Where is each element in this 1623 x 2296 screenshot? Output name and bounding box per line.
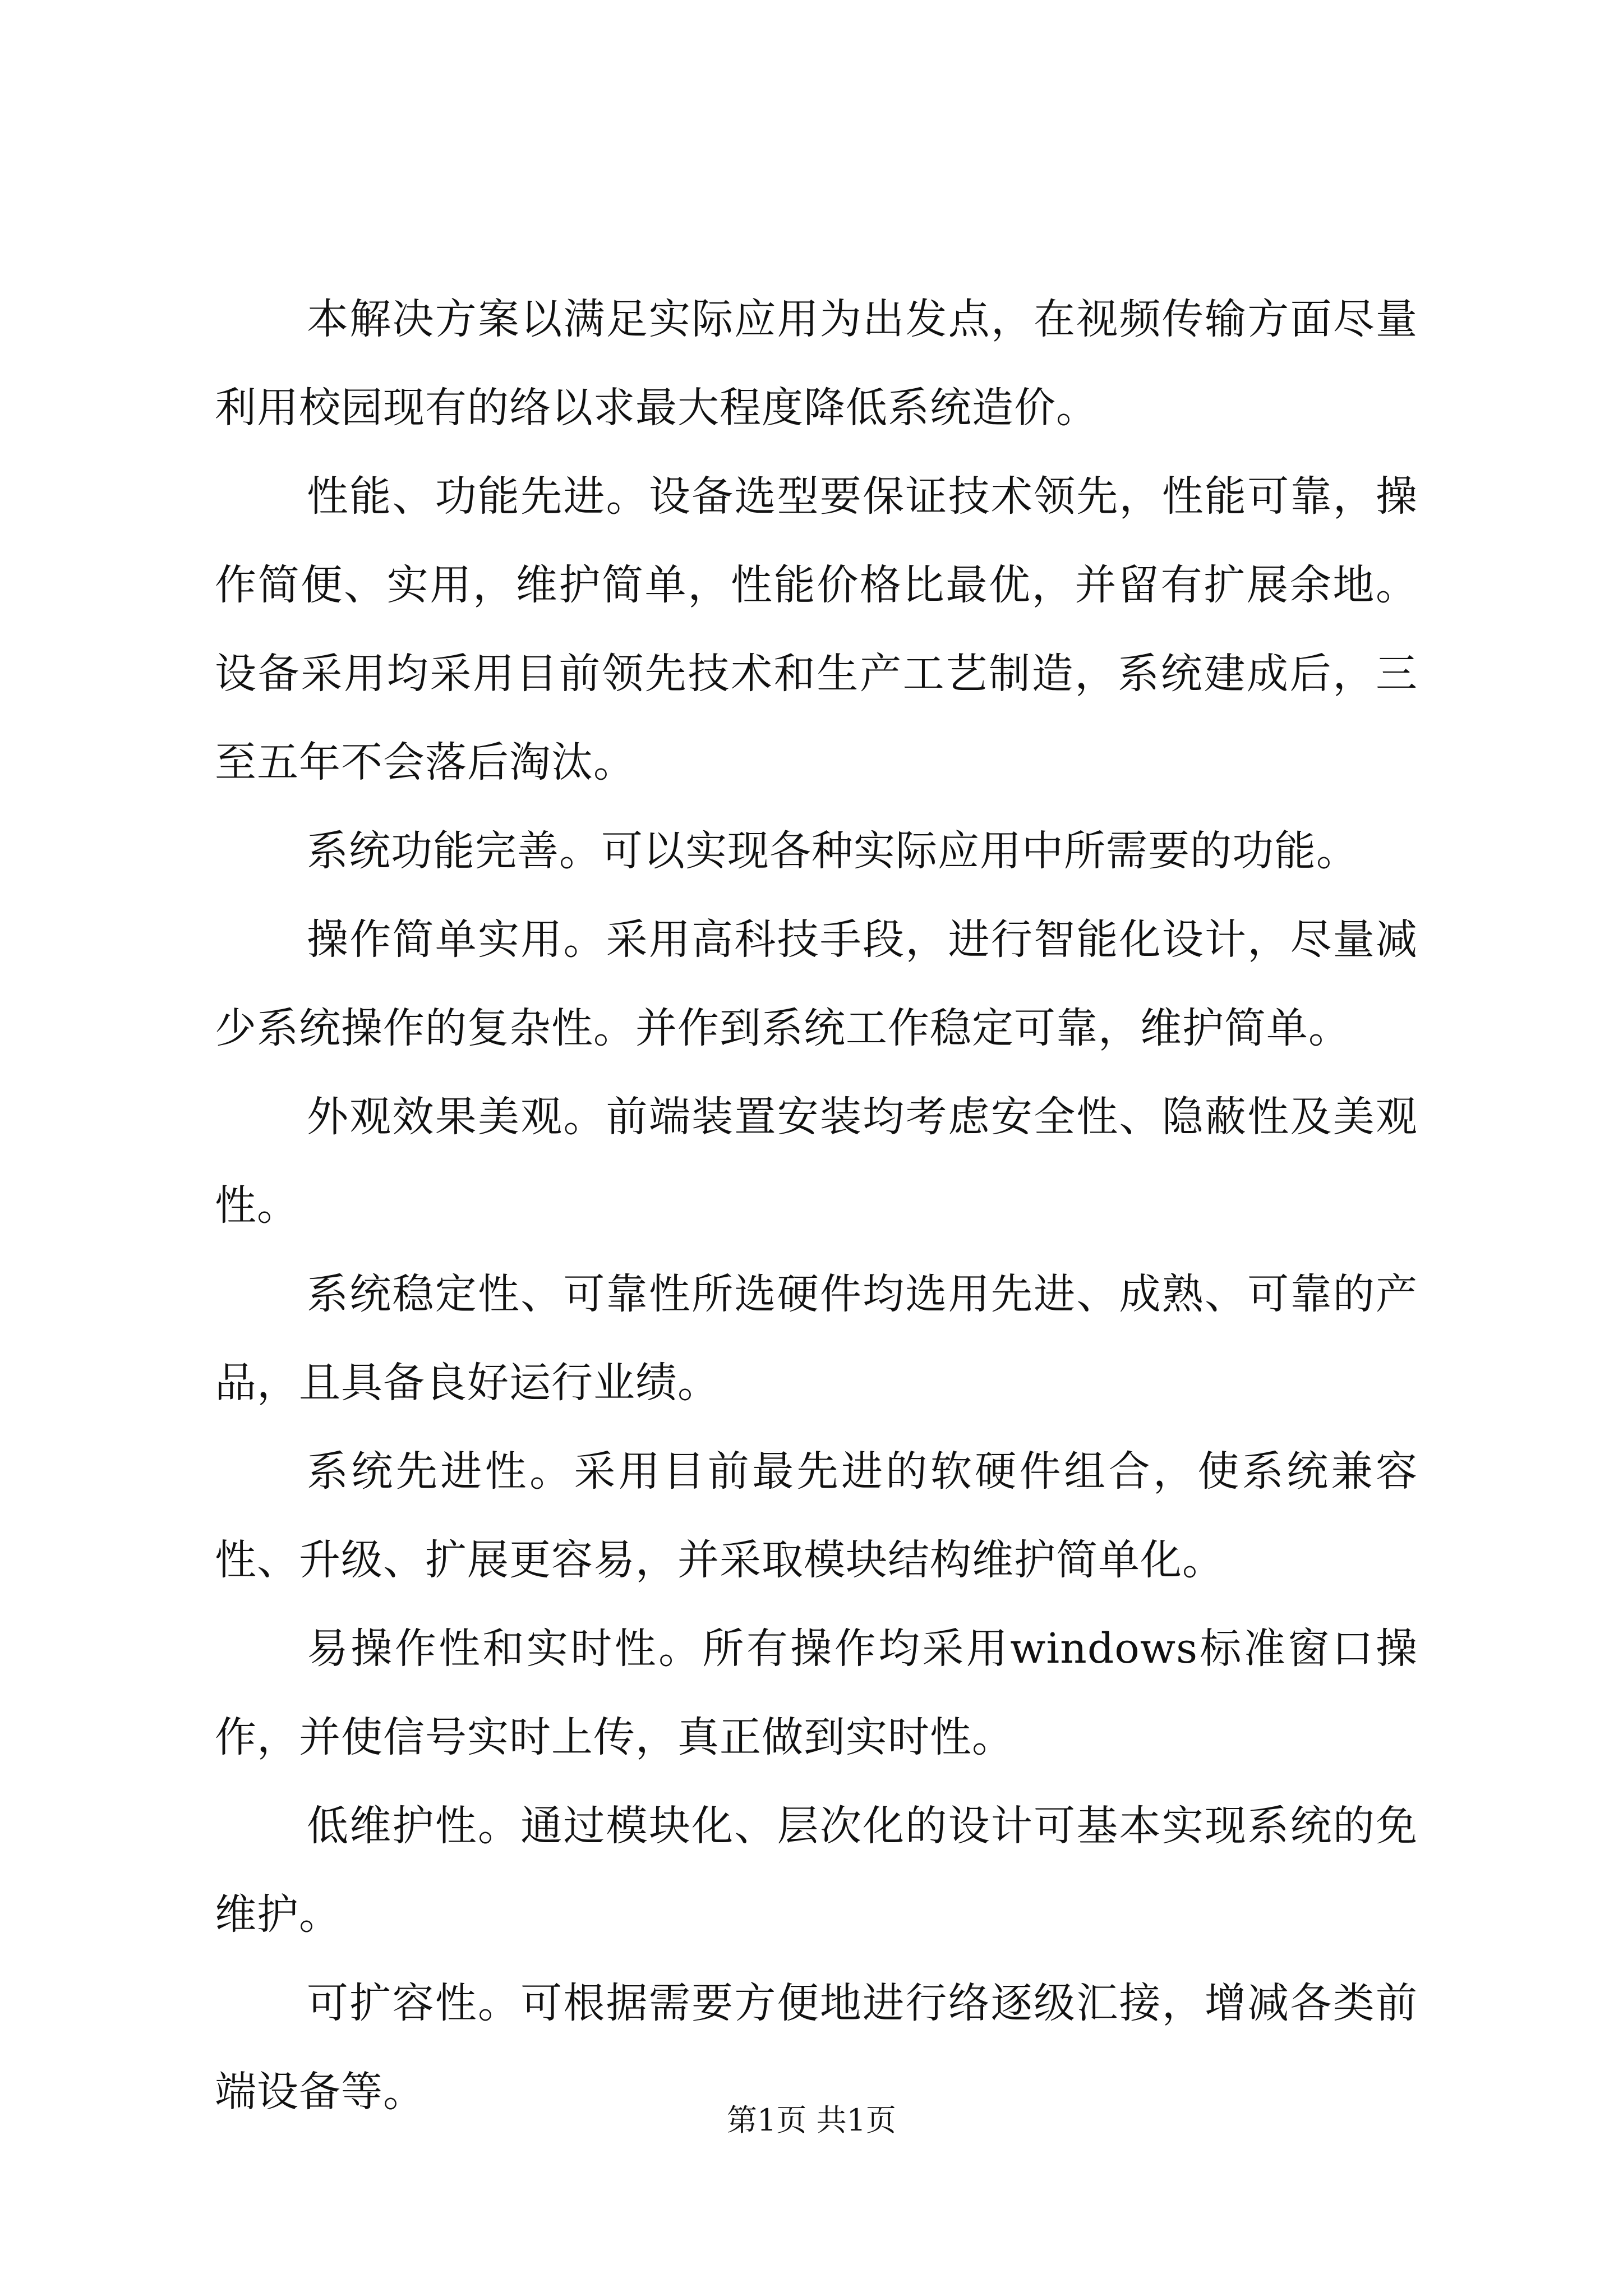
document-body: [215, 275, 1418, 2136]
paragraph: 外观效果美观。前端装置安装均考虑安全性、隐蔽性及美观性。: [215, 1093, 1418, 1230]
paragraph: 系统先进性。采用目前最先进的软硬件组合，使系统兼容性、升级、扩展更容易，并采取模块结构维护简单化。: [215, 1447, 1418, 1584]
paragraph: 系统功能完善。可以实现各种实际应用中所需要的功能。: [307, 827, 1358, 875]
paragraph: 易操作性和实时性。所有操作均采用windows标准窗口操作，并使信号实时上传，真正做到实时性。: [215, 1625, 1418, 1761]
paragraph: 系统稳定性、可靠性所选硬件均选用先进、成熟、可靠的产品，且具备良好运行业绩。: [215, 1270, 1418, 1407]
paragraph: 可扩容性。可根据需要方便地进行络逐级汇接，增减各类前端设备等。: [215, 1979, 1418, 2116]
paragraph: 本解决方案以满足实际应用为出发点，在视频传输方面尽量利用校园现有的络以求最大程度降低系统造价。: [215, 295, 1418, 432]
paragraph: 低维护性。通过模块化、层次化的设计可基本实现系统的免维护。: [215, 1802, 1418, 1939]
paragraph: 性能、功能先进。设备选型要保证技术领先，性能可靠，操作简便、实用，维护简单，性能价格比最优，并留有扩展余地。设备采用均采用目前领先技术和生产工艺制造，系统建成后，三至五年不会落后淘汰。: [215, 472, 1418, 786]
page-footer: 第1页 共1页: [727, 2102, 896, 2138]
paragraph: 操作简单实用。采用高科技手段，进行智能化设计，尽量减少系统操作的复杂性。并作到系统工作稳定可靠，维护简单。: [215, 915, 1418, 1052]
